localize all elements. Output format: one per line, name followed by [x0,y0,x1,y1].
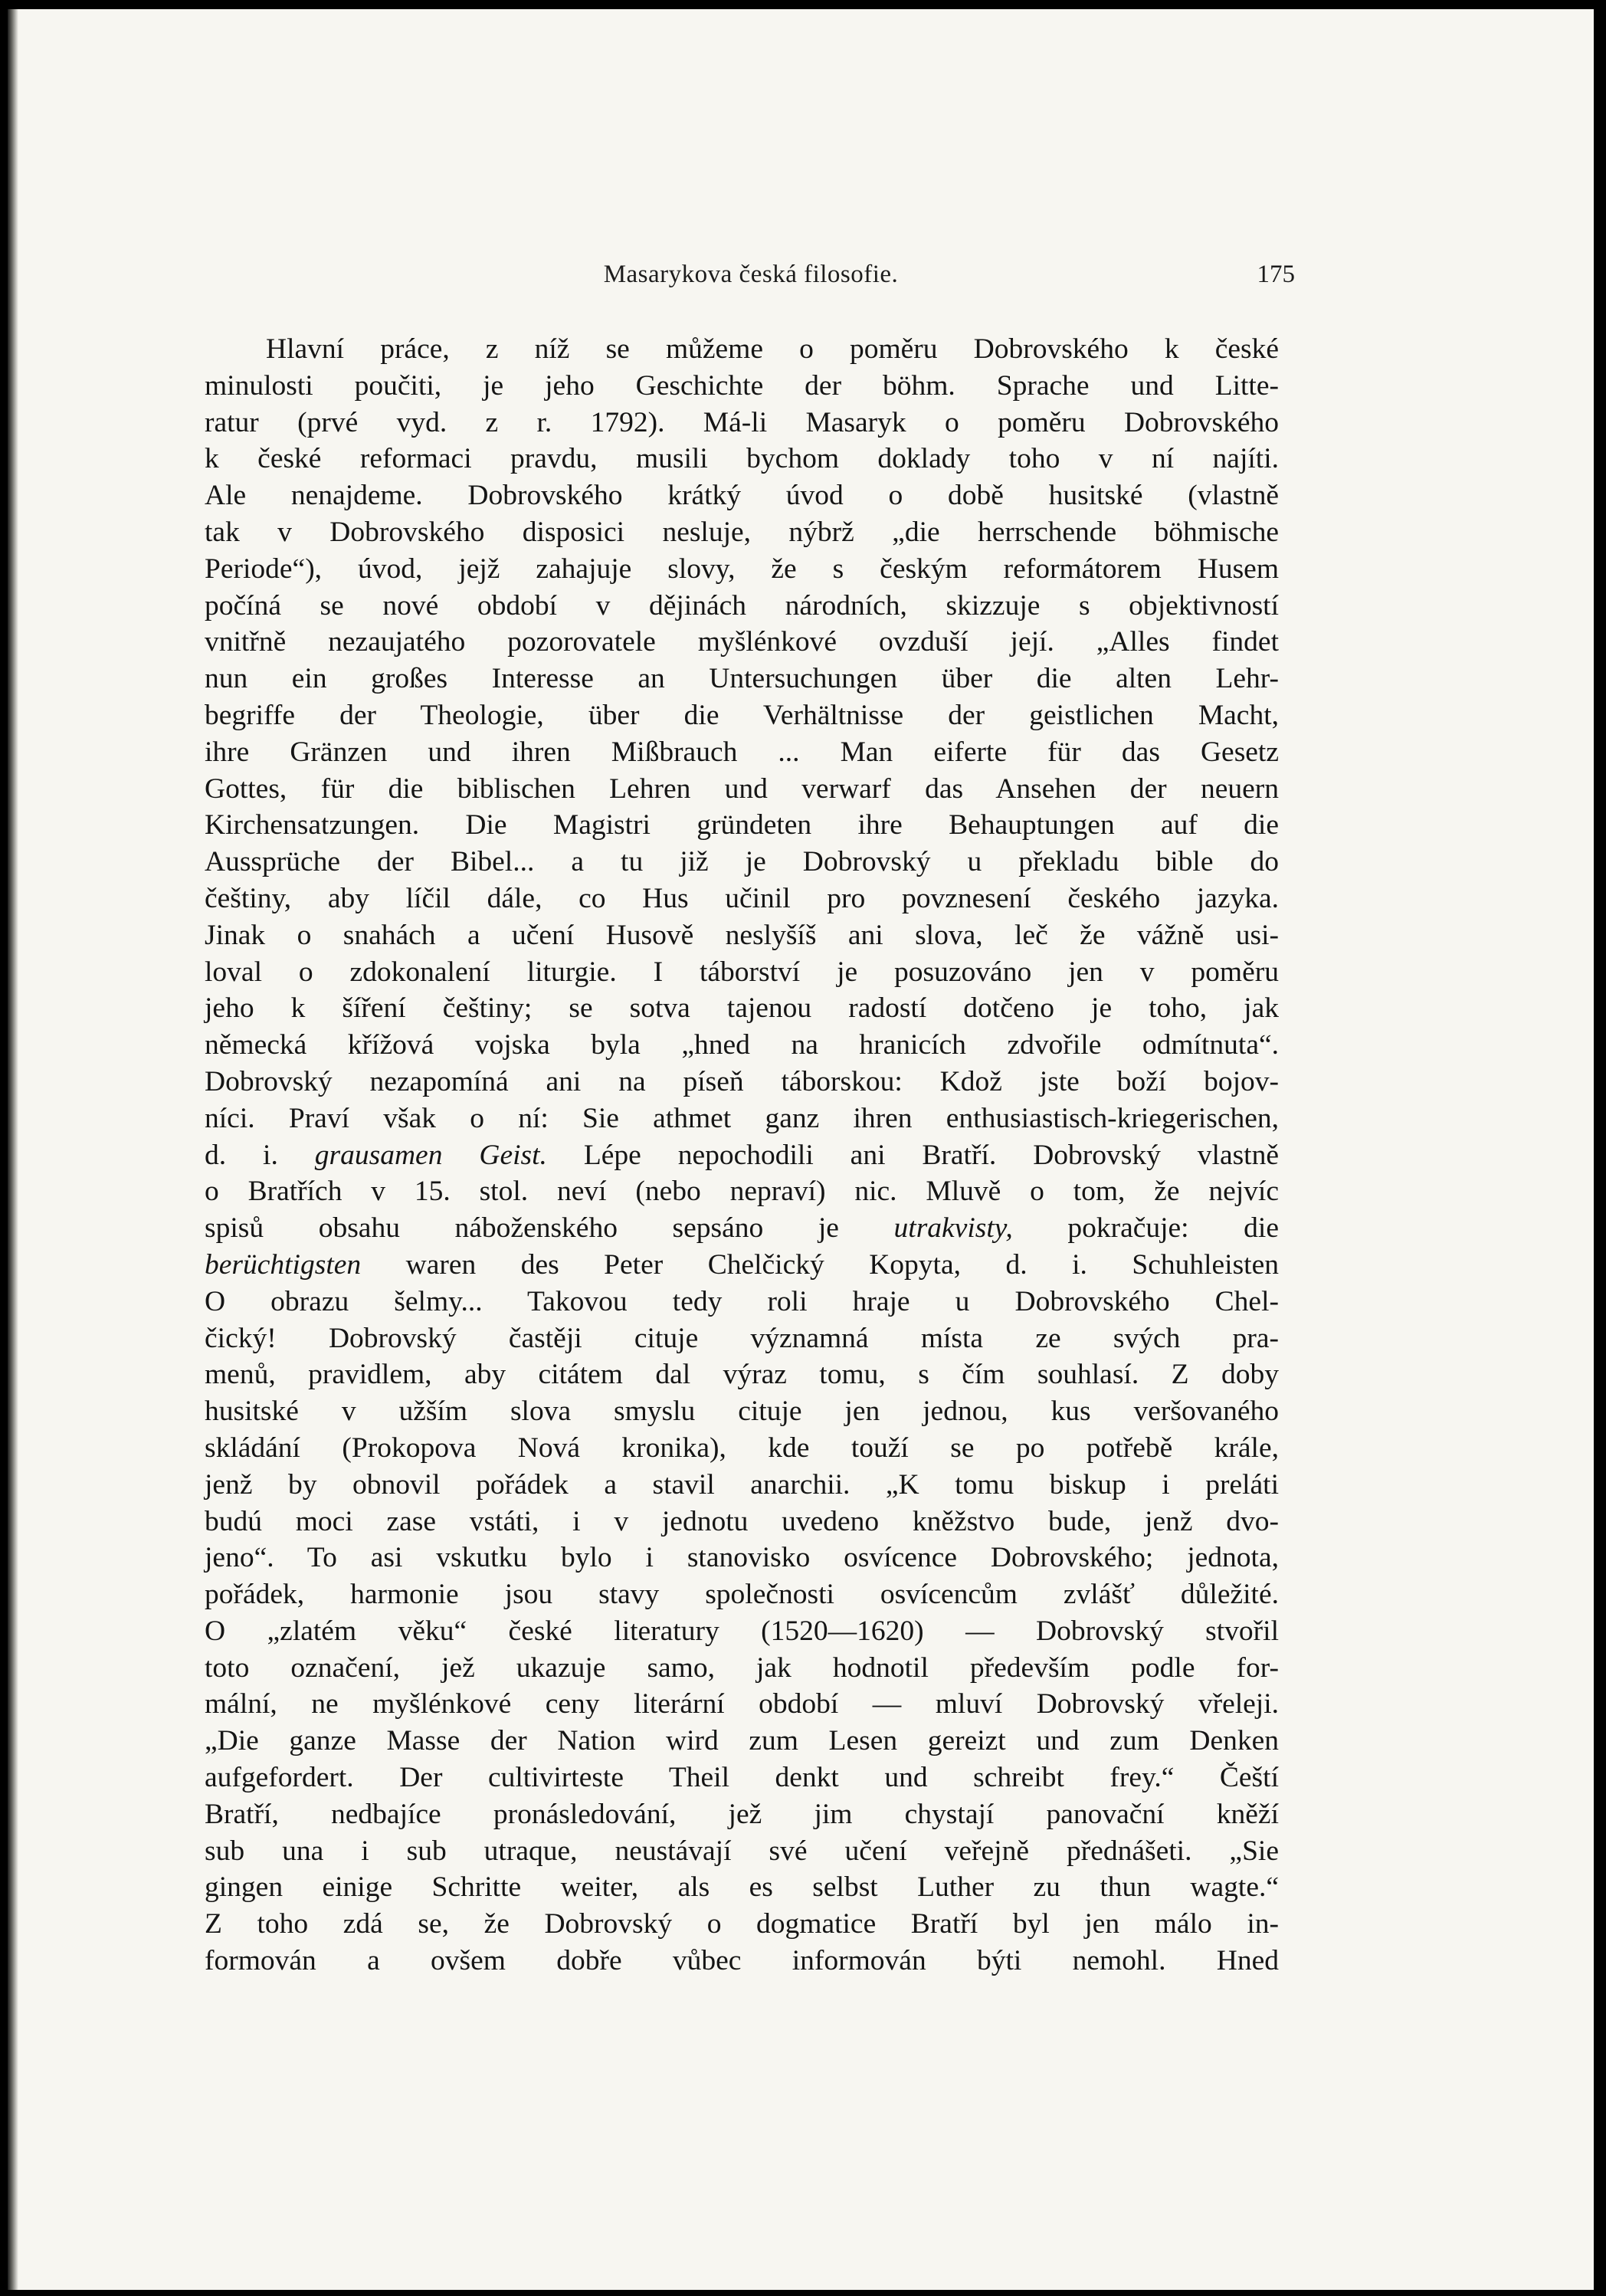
text-line: nun ein großes Interesse an Untersuchungen über die alten Lehr- [205,663,1279,695]
text-line: minulosti poučiti, je jeho Geschichte der böhm. Sprache und Litte- [205,369,1279,402]
text-line: ratur (prvé vyd. z r. 1792). Má-li Masaryk o poměru Dobrovského [205,406,1279,438]
text-line [205,1247,1279,1284]
text-line: budú moci zase vstáti, i v jednotu uvedeno kněžstvo bude, jenž dvo- [205,1505,1279,1537]
text-line: Jinak o snahách a učení Husově neslyšíš ani slova, leč že vážně usi- [205,919,1279,951]
text-segment: Lépe nepochodili ani Bratří. Dobrovský vlastně [546,1139,1279,1171]
text-line: čický! Dobrovský častěji cituje významná místa ze svých pra- [205,1322,1279,1354]
text-line: begriffe der Theologie, über die Verhältnisse der geistlichen Macht, [205,699,1279,731]
text-line: německá křížová vojska byla „hned na hranicích zdvořile odmítnuta“. [205,1029,1279,1061]
page-number: 175 [1257,261,1295,288]
page-header [207,261,1295,296]
text-line: ihre Gränzen und ihren Mißbrauch ... Man eiferte für das Gesetz [205,736,1279,768]
text-segment: spisů obsahu náboženského sepsáno je [205,1212,894,1245]
text-line: Aussprüche der Bibel... a tu již je Dobrovský u překladu bible do [205,846,1279,878]
text-line: aufgefordert. Der cultivirteste Theil denkt und schreibt frey.“ Čeští [205,1762,1279,1794]
text-line: jenž by obnovil pořádek a stavil anarchii. „K tomu biskup i preláti [205,1468,1279,1501]
italic-term: berüchtigsten [205,1248,362,1281]
text-line: Hlavní práce, z níž se můžeme o poměru Dobrovského k české [266,333,1279,365]
text-line: k české reformaci pravdu, musili bychom doklady toho v ní najíti. [205,443,1279,475]
text-line: níci. Praví však o ní: Sie athmet ganz ihren enthusiastisch-kriegerischen, [205,1102,1279,1134]
text-line: Z toho zdá se, že Dobrovský o dogmatice Bratří byl jen málo in- [205,1908,1279,1940]
text-line: jeno“. To asi vskutku bylo i stanovisko osvícence Dobrovského; jednota, [205,1542,1279,1574]
text-line: počíná se nové období v dějinách národních, skizzuje s objektivností [205,589,1279,622]
text-line: Kirchensatzungen. Die Magistri gründeten ihre Behauptungen auf die [205,809,1279,841]
text-segment: d. i. [205,1139,315,1171]
text-line: Bratří, nedbajíce pronásledování, jež jim chystají panovační kněží [205,1798,1279,1830]
text-line: sub una i sub utraque, neustávají své učení veřejně přednášeti. „Sie [205,1835,1279,1867]
text-line: skládání (Prokopova Nová kronika), kde touží se po potřebě krále, [205,1432,1279,1464]
text-line: menů, pravidlem, aby citátem dal výraz tomu, s čím souhlasí. Z doby [205,1359,1279,1391]
text-segment: waren des Peter Chelčický Kopyta, d. i. Schuhleisten [361,1248,1279,1281]
text-segment: pokračuje: die [1012,1212,1279,1245]
text-line: jeho k šíření češtiny; se sotva tajenou radostí dotčeno je toho, jak [205,992,1279,1025]
text-line: vnitřně nezaujatého pozorovatele myšlénkové ovzduší její. „Alles findet [205,626,1279,658]
text-line [205,1210,1279,1247]
text-line: loval o zdokonalení liturgie. I táborství je posuzováno jen v poměru [205,956,1279,988]
body-text [205,331,1279,1979]
text-line: o Bratřích v 15. stol. neví (nebo nepraví) nic. Mluvě o tom, že nejvíc [205,1176,1279,1208]
text-line: gingen einige Schritte weiter, als es selbst Luther zu thun wagte.“ [205,1871,1279,1904]
text-line: pořádek, harmonie jsou stavy společnosti osvícencům zvlášť důležité. [205,1579,1279,1611]
italic-term: utrakvisty, [893,1212,1013,1245]
text-line: toto označení, jež ukazuje samo, jak hodnotil především podle for- [205,1651,1279,1684]
text-line [205,1137,1279,1174]
italic-term: grausamen Geist. [314,1139,547,1171]
text-line: husitské v užším slova smyslu cituje jen jednou, kus veršovaného [205,1396,1279,1428]
scan-shadow-edge [8,9,18,2290]
running-title: Masarykova česká filosofie. [603,261,899,288]
text-line: mální, ne myšlénkové ceny literární období — mluví Dobrovský vřeleji. [205,1688,1279,1720]
text-line: Ale nenajdeme. Dobrovského krátký úvod o době husitské (vlastně [205,480,1279,512]
text-line: formován a ovšem dobře vůbec informován býti nemohl. Hned [205,1945,1279,1977]
text-line: tak v Dobrovského disposici nesluje, nýbrž „die herrschende böhmische [205,516,1279,548]
text-line: Gottes, für die biblischen Lehren und verwarf das Ansehen der neuern [205,772,1279,805]
text-line: češtiny, aby líčil dále, co Hus učinil pro povznesení českého jazyka. [205,882,1279,914]
text-line: Periode“), úvod, jejž zahajuje slovy, že s českým reformátorem Husem [205,553,1279,585]
text-line: „Die ganze Masse der Nation wird zum Lesen gereizt und zum Denken [205,1725,1279,1757]
text-line: O „zlatém věku“ české literatury (1520—1620) — Dobrovský stvořil [205,1615,1279,1647]
text-line: O obrazu šelmy... Takovou tedy roli hraje u Dobrovského Chel- [205,1285,1279,1317]
text-line: Dobrovský nezapomíná ani na píseň táborskou: Kdož jste boží bojov- [205,1065,1279,1097]
book-page [8,9,1594,2290]
